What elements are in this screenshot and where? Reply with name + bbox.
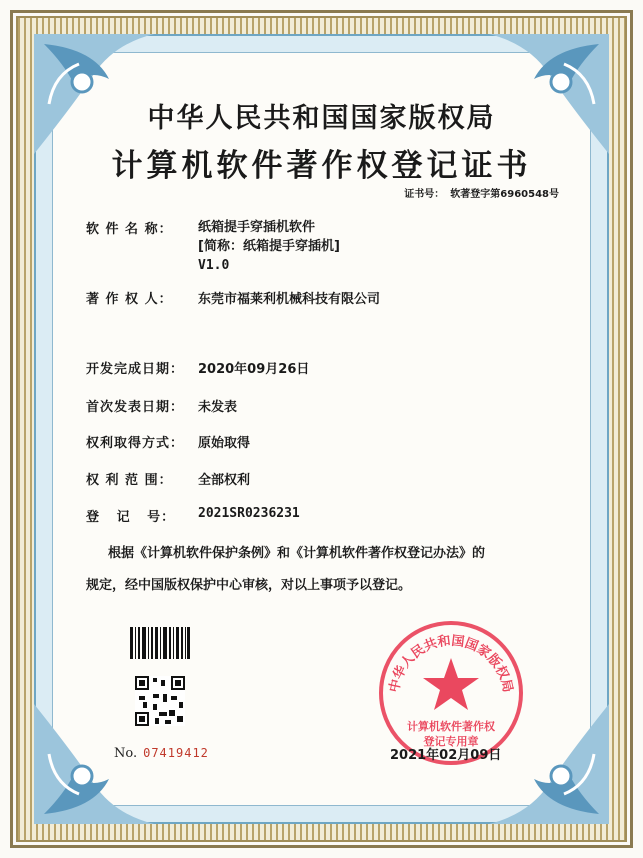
corner-ornament-icon — [489, 34, 609, 154]
field-label: 软 件 名 称： — [86, 222, 173, 237]
field-software-name — [86, 218, 340, 275]
software-name: 纸箱提手穿插机软件 — [198, 220, 316, 235]
seal-inner-line1: 计算机软件著作权 — [407, 720, 495, 733]
certificate-title: 计算机软件著作权登记证书 — [111, 148, 532, 184]
field-publish-date — [86, 396, 237, 415]
serial-label: No. — [114, 746, 138, 761]
field-registration-number — [86, 506, 300, 525]
seal-inner-line2: 登记专用章 — [423, 735, 479, 748]
completion-value: 2020年09月26日 — [198, 362, 310, 377]
issuing-authority: 中华人民共和国国家版权局 — [147, 103, 496, 134]
cert-no-label: 证书号： — [404, 189, 445, 200]
serial-value: 07419412 — [143, 746, 209, 760]
corner-ornament-icon — [34, 34, 154, 154]
field-label: 权 利 范 围： — [86, 473, 173, 488]
field-label: 著 作 权 人： — [86, 292, 173, 307]
scope-value: 全部权利 — [198, 473, 251, 488]
statement-line: 规定，经中国版权保护中心审核，对以上事项予以登记。 — [86, 578, 412, 593]
cert-no-value: 软著登字第6960548号 — [450, 189, 559, 200]
field-owner — [86, 288, 380, 307]
statement-paragraph — [86, 538, 566, 602]
seal-outer-text: 中华人民共和国国家版权局 — [387, 633, 515, 694]
field-completion-date — [86, 358, 309, 377]
serial-number — [114, 746, 209, 761]
field-rights-scope — [86, 469, 250, 488]
issue-date: 2021年02月09日 — [390, 748, 502, 763]
software-short-name: [简称：纸箱提手穿插机] — [198, 239, 340, 254]
qr-code-icon — [135, 676, 185, 726]
field-label: 首次发表日期： — [86, 400, 185, 415]
field-acquire-method — [86, 432, 250, 451]
barcode-icon — [130, 627, 190, 659]
owner-value: 东莞市福莱利机械科技有限公司 — [198, 292, 381, 307]
field-label: 权利取得方式： — [86, 436, 185, 451]
certificate-number — [404, 185, 559, 200]
publish-value: 未发表 — [198, 400, 238, 415]
software-version: V1.0 — [198, 258, 230, 273]
regno-value: 2021SR0236231 — [198, 506, 300, 521]
field-label: 登 记 号： — [86, 510, 176, 525]
field-value — [198, 218, 340, 275]
statement-line: 根据《计算机软件保护条例》和《计算机软件著作权登记办法》的 — [108, 546, 486, 561]
field-label: 开发完成日期： — [86, 362, 185, 377]
acquire-value: 原始取得 — [198, 436, 251, 451]
